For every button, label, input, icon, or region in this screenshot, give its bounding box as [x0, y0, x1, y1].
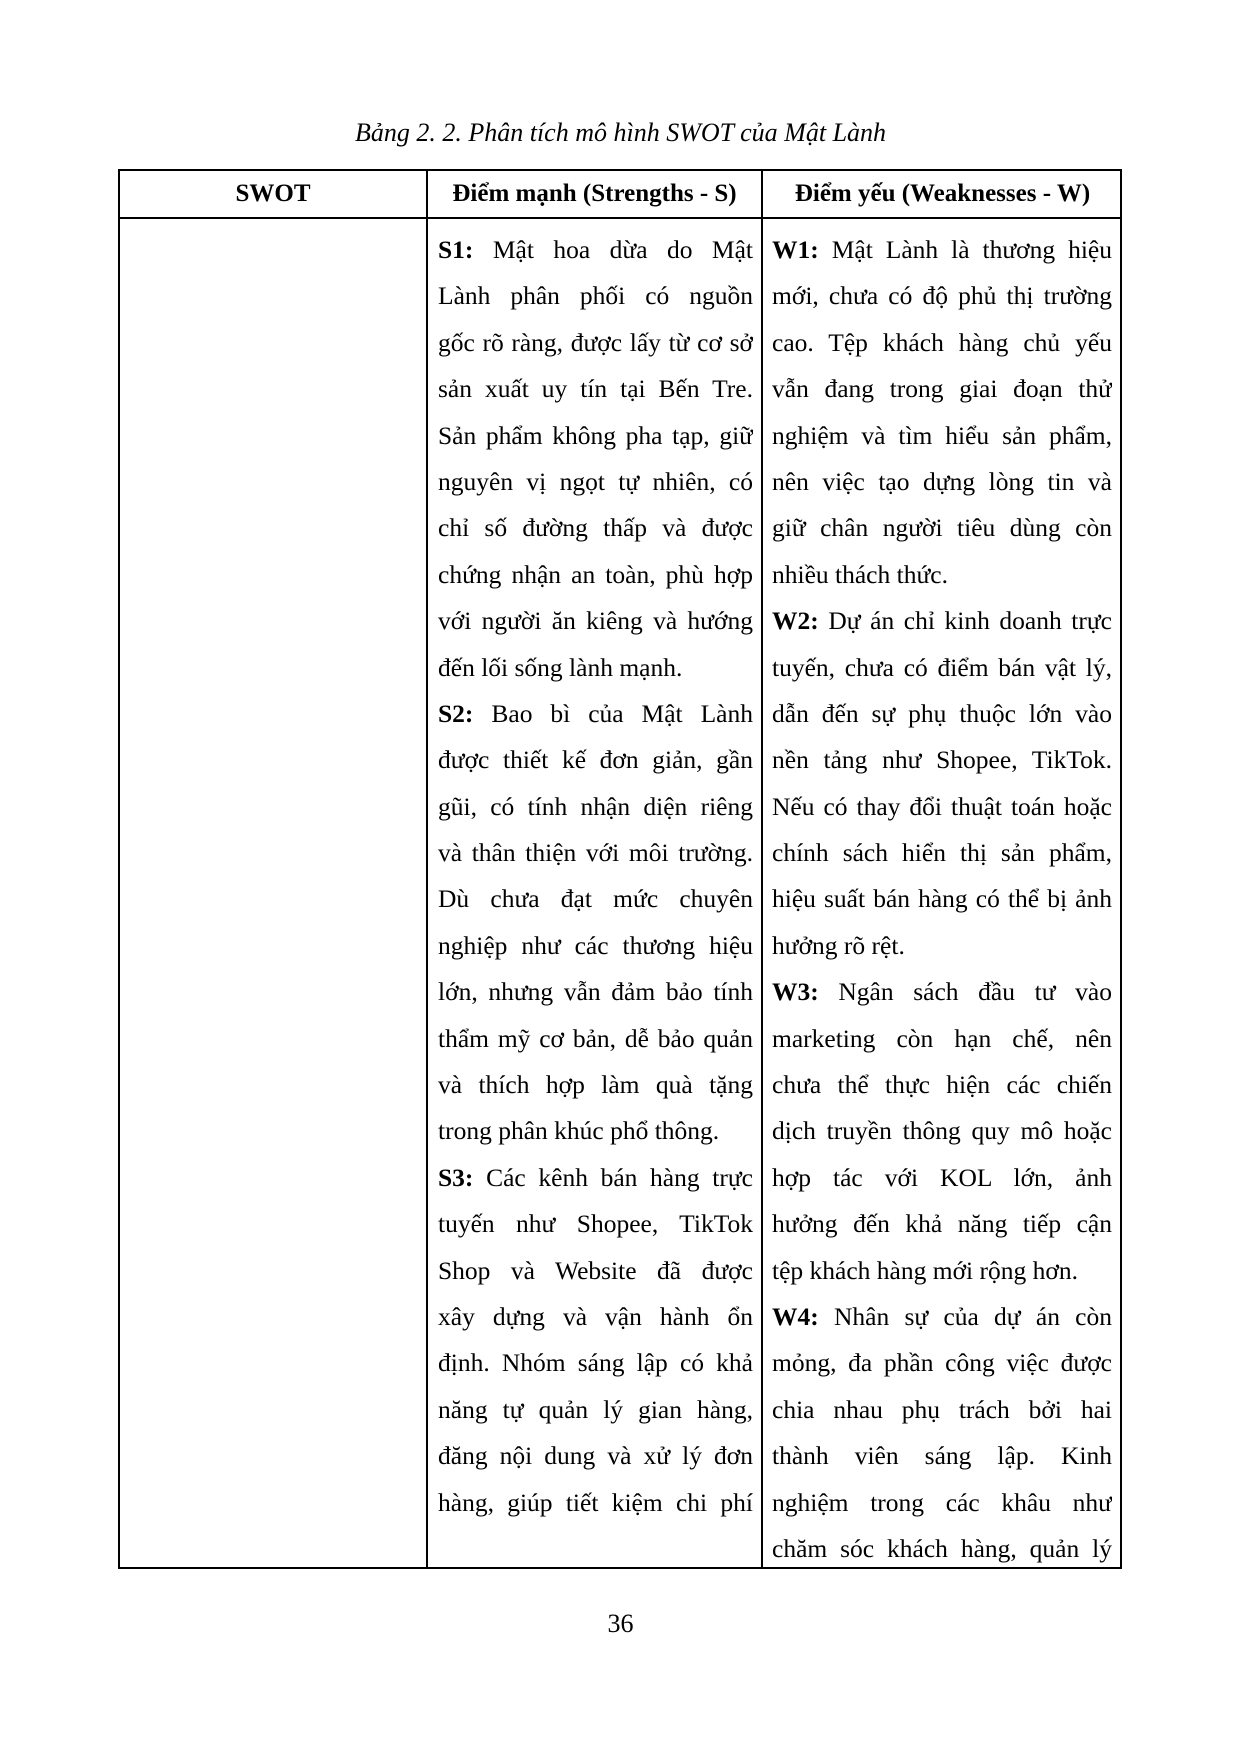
cell-text-line: [438, 923, 753, 969]
page-number: 36: [607, 1609, 634, 1638]
item-text: nền tảng như Shopee, TikTok.: [772, 745, 1112, 775]
item-text: chăm sóc khách hàng, quản lý: [772, 1533, 1112, 1563]
item-text: hiệu suất bán hàng có thể bị ảnh: [772, 884, 1112, 914]
item-text: với người ăn kiêng và hướng: [438, 606, 753, 636]
table-header-row: [120, 171, 1120, 219]
cell-text-line: [438, 413, 753, 459]
cell-text-line: [438, 1155, 753, 1201]
item-text: Các kênh bán hàng trực: [473, 1162, 753, 1192]
item-text: marketing còn hạn chế, nên: [772, 1023, 1112, 1053]
item-text: giữ chân người tiêu dùng còn: [772, 513, 1112, 543]
weaknesses-cell: [772, 227, 1112, 1572]
cell-text-line: [772, 1340, 1112, 1386]
item-text: định. Nhóm sáng lập có khả: [438, 1348, 753, 1378]
cell-text-line: [438, 320, 753, 366]
item-text: xây dựng và vận hành ổn: [438, 1301, 753, 1331]
cell-text-line: [772, 320, 1112, 366]
cell-text-line: [772, 598, 1112, 644]
cell-text-line: [772, 1387, 1112, 1433]
cell-text-line: [438, 1248, 753, 1294]
cell-text-line: [438, 227, 753, 273]
cell-text-line: [772, 273, 1112, 319]
item-text: Nhân sự của dự án còn: [818, 1301, 1112, 1331]
item-text: vẫn đang trong giai đoạn thử: [772, 374, 1112, 404]
cell-text-line: [438, 1340, 753, 1386]
cell-text-line: [772, 552, 1112, 598]
item-text: Dự án chỉ kinh doanh trực: [818, 606, 1112, 636]
cell-text-line: [438, 1016, 753, 1062]
cell-text-line: [438, 459, 753, 505]
cell-text-line: [772, 876, 1112, 922]
swot-table: [118, 169, 1122, 1569]
item-text: hưởng đến khả năng tiếp cận: [772, 1209, 1112, 1239]
item-text: đến lối sống lành mạnh.: [438, 652, 683, 682]
cell-text-line: [772, 366, 1112, 412]
item-text: chưa thể thực hiện các chiến: [772, 1070, 1112, 1100]
cell-text-line: [438, 1387, 753, 1433]
table-caption: Bảng 2. 2. Phân tích mô hình SWOT của Mật Lành: [354, 118, 887, 147]
cell-text-line: [438, 366, 753, 412]
item-text: nghiệm trong các khâu như: [772, 1487, 1112, 1517]
cell-text-line: [438, 1201, 753, 1247]
cell-text-line: [772, 1155, 1112, 1201]
item-text: nên việc tạo dựng lòng tin và: [772, 466, 1112, 496]
cell-text-line: [438, 1480, 753, 1526]
cell-text-line: [772, 413, 1112, 459]
cell-text-line: [772, 1201, 1112, 1247]
item-text: nhiều thách thức.: [772, 559, 948, 589]
cell-text-line: [772, 923, 1112, 969]
header-swot: SWOT: [235, 180, 311, 207]
column-divider: [761, 171, 763, 1567]
cell-text-line: [772, 784, 1112, 830]
item-text: nguyên vị ngọt tự nhiên, có: [438, 466, 753, 496]
cell-text-line: [438, 876, 753, 922]
cell-text-line: [772, 227, 1112, 273]
item-text: tệp khách hàng mới rộng hơn.: [772, 1255, 1078, 1285]
cell-text-line: [438, 598, 753, 644]
item-text: đăng nội dung và xử lý đơn: [438, 1441, 753, 1471]
strengths-cell: [438, 227, 753, 1526]
item-text: mới, chưa có độ phủ thị trường: [772, 281, 1112, 311]
cell-text-line: [772, 1248, 1112, 1294]
item-text: Nếu có thay đổi thuật toán hoặc: [772, 791, 1112, 821]
item-text: dịch truyền thông quy mô hoặc: [772, 1116, 1112, 1146]
cell-text-line: [438, 1062, 753, 1108]
cell-text-line: [438, 784, 753, 830]
item-text: tuyến, chưa có điểm bán vật lý,: [772, 652, 1112, 682]
item-text: và thân thiện với môi trường.: [438, 838, 753, 868]
cell-text-line: [772, 830, 1112, 876]
item-text: chỉ số đường thấp và được: [438, 513, 753, 543]
item-text: sản xuất uy tín tại Bến Tre.: [438, 374, 753, 404]
cell-text-line: [438, 1108, 753, 1154]
item-text: Dù chưa đạt mức chuyên: [438, 884, 753, 914]
item-text: Bao bì của Mật Lành: [473, 698, 753, 728]
cell-text-line: [772, 1526, 1112, 1572]
item-text: chính sách hiển thị sản phẩm,: [772, 838, 1112, 868]
cell-text-line: [772, 1108, 1112, 1154]
item-text: lớn, nhưng vẫn đảm bảo tính: [438, 977, 753, 1007]
cell-text-line: [772, 691, 1112, 737]
item-text: cao. Tệp khách hàng chủ yếu: [772, 327, 1112, 357]
cell-text-line: [772, 1294, 1112, 1340]
cell-text-line: [438, 830, 753, 876]
cell-text-line: [772, 1433, 1112, 1479]
item-text: và thích hợp làm quà tặng: [438, 1070, 753, 1100]
item-text: thành viên sáng lập. Kinh: [772, 1441, 1112, 1471]
item-code: W4:: [772, 1301, 819, 1331]
cell-text-line: [438, 505, 753, 551]
cell-text-line: [772, 737, 1112, 783]
header-weaknesses: Điểm yếu (Weaknesses - W): [794, 180, 1091, 207]
cell-text-line: [772, 1062, 1112, 1108]
cell-text-line: [772, 969, 1112, 1015]
column-divider: [426, 171, 428, 1567]
item-text: tuyến như Shopee, TikTok: [438, 1209, 753, 1239]
item-text: Ngân sách đầu tư vào: [818, 977, 1112, 1007]
item-text: gũi, có tính nhận diện riêng: [438, 791, 753, 821]
item-text: Mật Lành là thương hiệu: [818, 235, 1112, 264]
item-text: mỏng, đa phần công việc được: [772, 1348, 1112, 1378]
item-code: S1:: [438, 235, 474, 264]
item-text: dẫn đến sự phụ thuộc lớn vào: [772, 698, 1112, 728]
item-text: trong phân khúc phổ thông.: [438, 1116, 720, 1146]
cell-text-line: [772, 1480, 1112, 1526]
cell-text-line: [438, 1294, 753, 1340]
item-text: Mật hoa dừa do Mật: [473, 235, 753, 264]
cell-text-line: [438, 969, 753, 1015]
item-text: chứng nhận an toàn, phù hợp: [438, 559, 753, 589]
item-text: gốc rõ ràng, được lấy từ cơ sở: [438, 327, 753, 357]
item-text: hưởng rõ rệt.: [772, 930, 905, 960]
header-strengths: Điểm mạnh (Strengths - S): [452, 180, 737, 207]
item-text: nghiệm và tìm hiểu sản phẩm,: [772, 420, 1112, 450]
cell-text-line: [438, 645, 753, 691]
item-text: năng tự quản lý gian hàng,: [438, 1394, 753, 1424]
cell-text-line: [772, 459, 1112, 505]
cell-text-line: [772, 1016, 1112, 1062]
item-text: Sản phẩm không pha tạp, giữ: [438, 420, 753, 450]
item-code: W1:: [772, 235, 819, 264]
cell-text-line: [772, 645, 1112, 691]
item-code: S2:: [438, 698, 474, 728]
item-text: Shop và Website đã được: [438, 1255, 753, 1285]
item-text: chia nhau phụ trách bởi hai: [772, 1394, 1112, 1424]
item-text: hợp tác với KOL lớn, ảnh: [772, 1162, 1112, 1192]
cell-text-line: [438, 691, 753, 737]
cell-text-line: [772, 505, 1112, 551]
item-code: W3:: [772, 977, 819, 1007]
cell-text-line: [438, 1433, 753, 1479]
cell-text-line: [438, 552, 753, 598]
item-code: S3:: [438, 1162, 474, 1192]
item-text: nghiệp như các thương hiệu: [438, 930, 753, 960]
item-text: Lành phân phối có nguồn: [438, 281, 753, 311]
item-text: được thiết kế đơn giản, gần: [438, 745, 753, 775]
item-text: thẩm mỹ cơ bản, dễ bảo quản: [438, 1023, 753, 1053]
cell-text-line: [438, 737, 753, 783]
item-text: hàng, giúp tiết kiệm chi phí: [438, 1487, 753, 1517]
cell-text-line: [438, 273, 753, 319]
item-code: W2:: [772, 606, 819, 636]
